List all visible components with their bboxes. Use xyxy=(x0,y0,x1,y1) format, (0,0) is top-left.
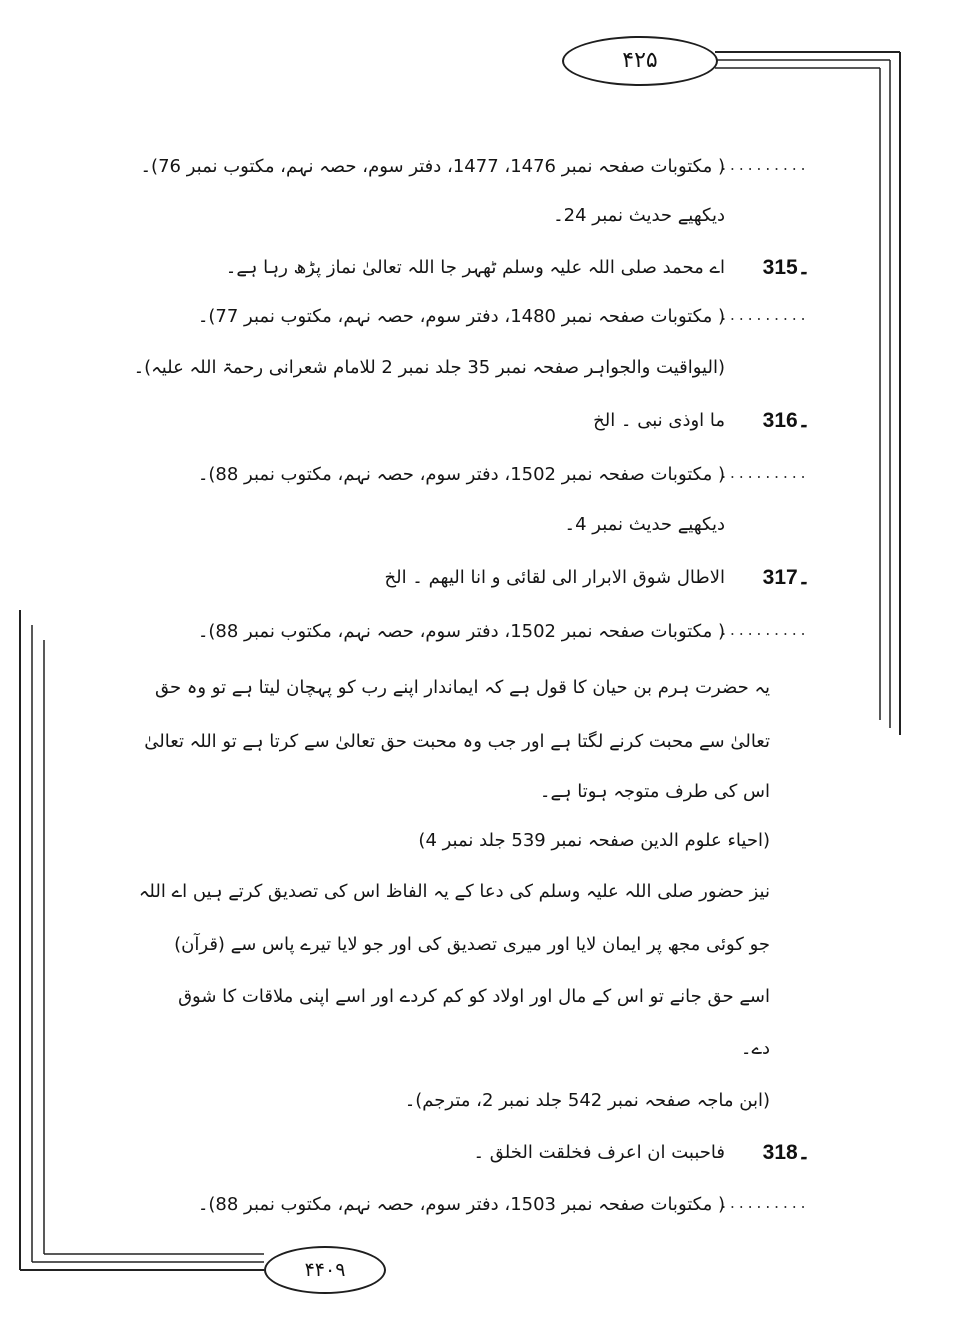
citation-line: ( مکتوبات صفحہ نمبر 1502، دفتر سوم، حصہ نہم، مکتوب نمبر 88)۔ xyxy=(197,464,725,485)
page-number-bottom: ۴۴۰۹ xyxy=(264,1246,386,1294)
entry-317-text: الاطال شوق الابرار الی لقائی و انا الیھم ۔ الخ xyxy=(384,567,725,588)
entry-316-text: ما اوذی نبی ۔ الخ xyxy=(593,410,725,431)
entry-number-315: 315۔ xyxy=(762,256,810,279)
reference-line: دیکھیے حدیث نمبر 4۔ xyxy=(564,514,725,535)
leader-dots: .......... xyxy=(719,467,808,482)
paragraph-line: یہ حضرت ہرم بن حیان کا قول ہے کہ ایماندار اپنے رب کو پہچان لیتا ہے تو وہ حق xyxy=(154,677,770,698)
entry-315-text: اے محمد صلی اللہ علیہ وسلم ٹھہر جا اللہ تعالیٰ نماز پڑھ رہا ہے۔ xyxy=(225,257,725,278)
paragraph-line: جو کوئی مجھ پر ایمان لایا اور میری تصدیق کی اور جو لایا تیرے پاس سے (قرآن) xyxy=(174,934,770,955)
citation-line: ( مکتوبات صفحہ نمبر 1480، دفتر سوم، حصہ نہم، مکتوب نمبر 77)۔ xyxy=(197,306,725,327)
entry-number-318: 318۔ xyxy=(762,1141,810,1164)
citation-line: (احیاء علوم الدین صفحہ نمبر 539 جلد نمبر 4) xyxy=(418,830,770,851)
paragraph-line: تعالیٰ سے محبت کرنے لگتا ہے اور جب وہ محبت حق تعالیٰ سے کرتا ہے تو اللہ تعالیٰ xyxy=(144,731,770,752)
entry-318-text: فاحببت ان اعرف فخلقت الخلق ۔ xyxy=(473,1142,725,1163)
leader-dots: .......... xyxy=(719,309,808,324)
citation-line: (ابن ماجہ صفحہ نمبر 542 جلد نمبر 2، مترجم)۔ xyxy=(404,1090,770,1111)
entry-number-317: 317۔ xyxy=(762,566,810,589)
leader-dots: .......... xyxy=(719,159,808,174)
leader-dots: .......... xyxy=(719,624,808,639)
paragraph-line: اس کی طرف متوجہ ہوتا ہے۔ xyxy=(539,781,770,802)
page-number-top: ۴۲۵ xyxy=(562,36,718,86)
leader-dots: .......... xyxy=(719,1197,808,1212)
citation-line: (الیواقیت والجواہر صفحہ نمبر 35 جلد نمبر 2 للامام شعرانی رحمۃ اللہ علیہ)۔ xyxy=(133,357,725,378)
citation-line: ( مکتوبات صفحہ نمبر 1476، 1477، دفتر سوم، حصہ نہم، مکتوب نمبر 76)۔ xyxy=(140,156,725,177)
citation-line: ( مکتوبات صفحہ نمبر 1502، دفتر سوم، حصہ نہم، مکتوب نمبر 88)۔ xyxy=(197,621,725,642)
reference-line: دیکھیے حدیث نمبر 24۔ xyxy=(553,205,725,226)
entry-number-316: 316۔ xyxy=(762,409,810,432)
paragraph-line: نیز حضور صلی اللہ علیہ وسلم کی دعا کے یہ الفاظ اس کی تصدیق کرتے ہیں اے اللہ xyxy=(138,881,770,902)
paragraph-line: دے۔ xyxy=(740,1038,770,1059)
paragraph-line: اسے حق جانے تو اس کے مال اور اولاد کو کم کردے اور اسے اپنی ملاقات کا شوق xyxy=(178,986,770,1007)
citation-line: ( مکتوبات صفحہ نمبر 1503، دفتر سوم، حصہ نہم، مکتوب نمبر 88)۔ xyxy=(197,1194,725,1215)
